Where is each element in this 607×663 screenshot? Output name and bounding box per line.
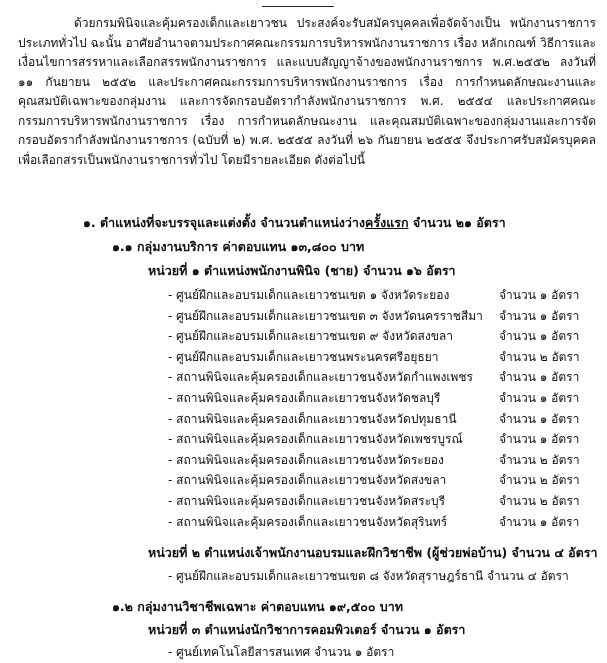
section-1-heading [83,213,506,233]
list-item-count: จำนวน ๒ อัตรา [499,473,580,488]
list-item-name: - สถานพินิจและคุ้มครองเด็กและเยาวชนจังหวัดสงขลา [168,473,447,488]
list-item-name: - สถานพินิจและคุ้มครองเด็กและเยาวชนจังหวัดระยอง [168,452,444,467]
list-item-name: - สถานพินิจและคุ้มครองเด็กและเยาวชนจังหวัดเพชรบูรณ์ [168,432,463,447]
list-item [168,327,588,347]
list-item [168,286,588,306]
section-1-heading-a: ๑. ตำแหน่งที่จะบรรจุและแต่งตั้ง จำนวนตำแหน่งว่าง [83,215,366,230]
unit-3-item: - ศูนย์เทคโนโลยีสารสนเทศ จำนวน ๑ อัตรา [168,645,395,659]
unit-1-heading: หน่วยที่ ๑ ตำแหน่งพนักงานพินิจ (ชาย) จำนวน ๑๖ อัตรา [148,263,456,278]
list-item-name: - สถานพินิจและคุ้มครองเด็กและเยาวชนจังหวัดสระบุรี [168,494,446,508]
list-item-count: จำนวน ๑ อัตรา [499,391,580,405]
list-item-name: - สถานพินิจและคุ้มครองเด็กและเยาวชนจังหวัดปทุมธานี [168,411,457,426]
unit-2-item: - ศูนย์ฝึกและอบรมเด็กและเยาวชนเขต ๘ จังหวัดสุราษฎร์ธานี จำนวน ๔ อัตรา [168,569,569,583]
list-item [168,430,588,450]
section-1-heading-b: จำนวน ๒๑ อัตรา [408,215,506,230]
top-rule [262,6,334,7]
list-item-name: - สถานพินิจและคุ้มครองเด็กและเยาวชนจังหวัดสุรินทร์ [168,514,448,529]
group-1-heading: ๑.๑ กลุ่มงานบริการ ค่าตอบแทน ๑๓,๘๐๐ บาท [112,239,365,254]
section-1-heading-underlined: ครั้งแรก [365,215,409,230]
list-item-count: จำนวน ๒ อัตรา [499,494,580,508]
list-item-count: จำนวน ๑ อัตรา [499,370,580,385]
list-item [168,307,588,327]
unit-2-heading: หน่วยที่ ๒ ตำแหน่งเจ้าพนักงานอบรมและฝึกวิชาชีพ (ผู้ช่วยพ่อบ้าน) จำนวน ๔ อัตรา [148,545,598,560]
list-item [168,451,588,471]
group-2-heading: ๑.๒ กลุ่มงานวิชาชีพเฉพาะ ค่าตอบแทน ๑๙,๕๐๐ บาท [112,599,404,614]
list-item-name: - ศูนย์ฝึกและอบรมเด็กและเยาวชนเขต ๑ จังหวัดระยอง [168,288,450,302]
list-item [168,492,588,512]
list-item [168,389,588,409]
list-item-count: จำนวน ๑ อัตรา [499,514,580,529]
list-item-name: - ศูนย์ฝึกและอบรมเด็กและเยาวชนพระนครศรีอยุธยา [168,349,439,364]
list-item-count: จำนวน ๑ อัตรา [499,288,580,302]
list-item [168,368,588,388]
unit-3-heading: หน่วยที่ ๓ ตำแหน่งนักวิชาการคอมพิวเตอร์ จำนวน ๑ อัตรา [148,622,466,637]
list-item-name: - ศูนย์ฝึกและอบรมเด็กและเยาวชนเขต ๓ จังหวัดนครราชสีมา [168,308,483,323]
list-item [168,471,588,491]
list-item-count: จำนวน ๒ อัตรา [499,349,580,364]
list-item-count: จำนวน ๑ อัตรา [499,329,580,344]
list-item-name: - สถานพินิจและคุ้มครองเด็กและเยาวชนจังหวัดกำแพงเพชร [168,370,473,385]
list-item [168,348,588,368]
list-item-count: จำนวน ๑ อัตรา [499,411,580,426]
list-item-name: - ศูนย์ฝึกและอบรมเด็กและเยาวชนเขต ๙ จังหวัดสงขลา [168,329,453,344]
list-item-count: จำนวน ๑ อัตรา [499,432,580,447]
list-item-name: - สถานพินิจและคุ้มครองเด็กและเยาวชนจังหวัดชลบุรี [168,391,441,405]
list-item [168,410,588,430]
list-item [168,513,588,533]
intro-paragraph: ด้วยกรมพินิจและคุ้มครองเด็กและเยาวชน ประสงค์จะรับสมัครบุคคลเพื่อจัดจ้างเป็น พนักงานราชการประเภททั่วไป ฉะนั้น อาศัยอำนาจตามประกาศคณะกรรมการบริหารพนักงานราชการ เรื่อง หลักเกณฑ์ วิธีการและเงื่อนไขการสรรหาและเลือกสรรพนักงานราชการ และแบบสัญญาจ้างของพนักงานราชการ พ.ศ.๒๕๕๒ ลงวันที่ ๑๑ กันยายน ๒๕๕๒ และประกาศคณะกรรมการบริหารพนักงานราชการ เรื่อง การกำหนดลักษณะงานและคุณสมบัติเฉพาะของกลุ่มงาน และการจัดกรอบอัตรากำลังพนักงานราชการ พ.ศ. ๒๕๕๔ และประกาศคณะกรรมการบริหารพนักงานราชการ เรื่อง การกำหนดลักษณะงาน และคุณสมบัติเฉพาะของกลุ่มงานและการจัดกรอบอัตรากำลังพนักงานราชการ (ฉบับที่ ๒) พ.ศ. ๒๕๕๕ ลงวันที่ ๒๖ กันยายน ๒๕๕๕ จึงประกาศรับสมัครบุคคลเพื่อเลือกสรรเป็นพนักงานราชการทั่วไป โดยมีรายละเอียด ดังต่อไปนี้ [18,16,596,167]
list-item-count: จำนวน ๒ อัตรา [499,452,580,467]
list-item-count: จำนวน ๑ อัตรา [499,308,580,323]
